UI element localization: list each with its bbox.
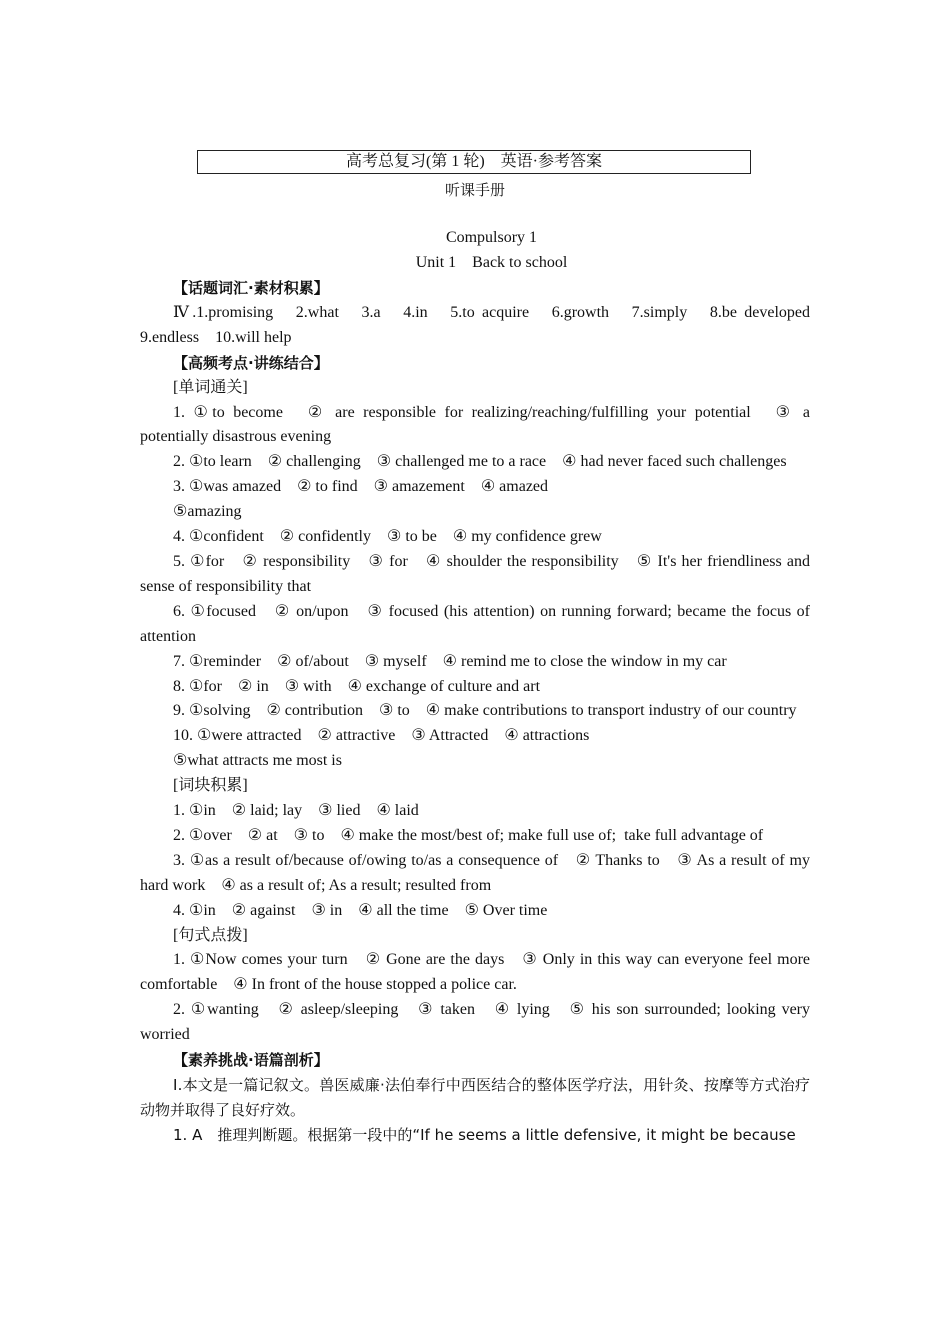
- unit-title: Unit 1 Back to school: [415, 254, 568, 271]
- answer-line: 1. ①Now comes your turn ② Gone are the days ③ Only in this way can everyone feel more comfortable ④ In front of the house stopped a police car.: [140, 951, 814, 994]
- subsection-heading: [句式点拨]: [173, 926, 248, 944]
- subsection-heading: [词块积累]: [173, 777, 248, 795]
- header-title-left: 高考总复习(第 1 轮): [345, 153, 485, 170]
- answer-line: 2. ①to learn ② challenging ③ challenged me to a race ④ had never faced such challenges: [173, 453, 787, 471]
- answer-line: 1. A 推理判断题。根据第一段中的“If he seems a little defensive, it might be because: [173, 1125, 796, 1144]
- section-heading: 【高频考点·讲练结合】: [173, 353, 329, 372]
- answer-line: ⑤what attracts me most is: [173, 752, 342, 770]
- section-heading: 【素养挑战·语篇剖析】: [173, 1051, 329, 1070]
- answer-line: 7. ①reminder ② of/about ③ myself ④ remind me to close the window in my car: [173, 652, 727, 670]
- answer-line: 1. ①to become ② are responsible for realizing/reaching/fulfilling your potential ③ a potentially disastrous evening: [140, 403, 814, 446]
- answer-line: 2. ①wanting ② asleep/sleeping ③ taken ④ lying ⑤ his son surrounded; looking very worried: [140, 1001, 814, 1044]
- answer-line: 1. ①in ② laid; lay ③ lied ④ laid: [173, 802, 419, 820]
- answer-line: 2. ①over ② at ③ to ④ make the most/best of; make full use of; take full advantage of: [173, 826, 764, 844]
- subsection-heading: [单词通关]: [173, 378, 248, 396]
- answer-line: Ⅳ.1.promising 2.what 3.a 4.in 5.to acquire 6.growth 7.simply 8.be developed 9.endless 10.will help: [140, 303, 814, 346]
- book-title: Compulsory 1: [445, 229, 538, 246]
- answer-line: 4. ①confident ② confidently ③ to be ④ my confidence grew: [173, 528, 602, 546]
- answer-line: 5. ①for ② responsibility ③ for ④ shoulder the responsibility ⑤ It's her friendliness and sense of responsibility that: [140, 552, 814, 595]
- answer-line: ⑤amazing: [173, 503, 242, 521]
- answer-content: [140, 276, 814, 1148]
- header-title-right: 英语·参考答案: [500, 153, 602, 170]
- header-title-box: [197, 150, 751, 174]
- answer-line: 4. ①in ② against ③ in ④ all the time ⑤ Over time: [173, 901, 548, 919]
- answer-line: 9. ①solving ② contribution ③ to ④ make contributions to transport industry of our country: [173, 702, 797, 720]
- answer-line: 10. ①were attracted ② attractive ③ Attracted ④ attractions: [173, 727, 590, 745]
- answer-line: 3. ①was amazed ② to find ③ amazement ④ amazed: [173, 478, 549, 496]
- answer-line: 6. ①focused ② on/upon ③ focused (his attention) on running forward; became the focus of attention: [140, 602, 814, 645]
- answer-line: 3. ①as a result of/because of/owing to/as a consequence of ② Thanks to ③ As a result of my hard work ④ as a result of; As a result; resulted from: [140, 851, 814, 894]
- answer-line: Ⅰ.本文是一篇记叙文。兽医威廉·法伯奉行中西医结合的整体医学疗法，用针灸、按摩等方式治疗动物并取得了良好疗效。: [140, 1076, 810, 1119]
- page-subtitle: 听课手册: [444, 181, 505, 199]
- answer-line: 8. ①for ② in ③ with ④ exchange of culture and art: [173, 677, 541, 695]
- section-heading: 【话题词汇·素材积累】: [173, 279, 329, 297]
